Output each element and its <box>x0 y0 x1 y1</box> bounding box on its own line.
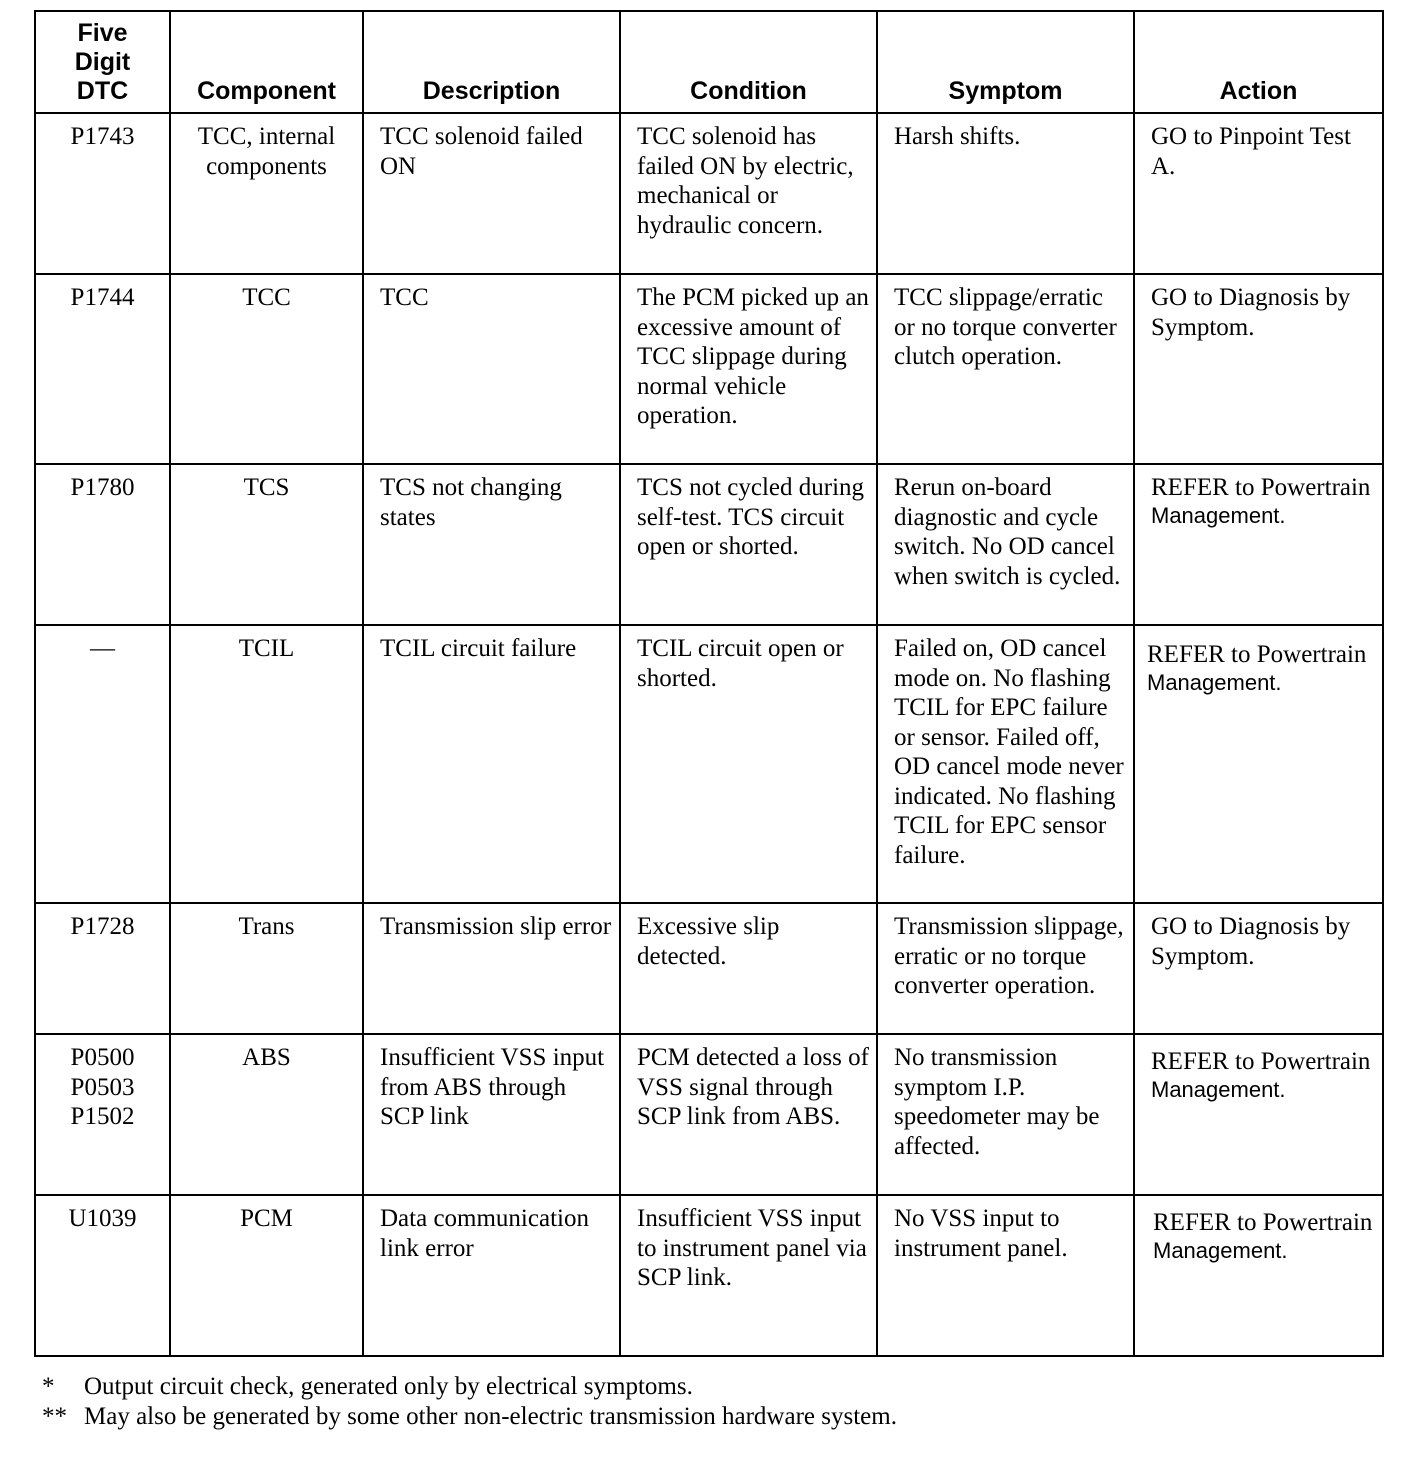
table-row <box>35 113 1383 274</box>
dtc-code: P0500 <box>70 1044 135 1071</box>
cell-action <box>1134 625 1383 903</box>
cell-symptom: TCC slippage/erratic or no torque converter clutch operation. <box>877 274 1134 464</box>
cell-description: Transmission slip error <box>363 903 620 1034</box>
table-row <box>35 1195 1383 1356</box>
footnotes <box>42 1372 897 1432</box>
header-action: Action <box>1134 11 1383 113</box>
header-row <box>35 11 1383 113</box>
cell-component: TCIL <box>170 625 363 903</box>
header-dtc-line-3: DTC <box>76 77 129 105</box>
action-management-text: Management. <box>1147 669 1282 695</box>
dtc-code: P1780 <box>70 474 135 501</box>
cell-component: Trans <box>170 903 363 1034</box>
cell-description: TCIL circuit failure <box>363 625 620 903</box>
header-component: Component <box>170 11 363 113</box>
cell-condition: TCS not cycled during self-test. TCS circuit open or shorted. <box>620 464 877 625</box>
cell-component: ABS <box>170 1034 363 1195</box>
cell-dtc <box>35 113 170 274</box>
cell-symptom: No VSS input to instrument panel. <box>877 1195 1134 1356</box>
footnote-mark: * <box>42 1373 55 1400</box>
cell-description: TCS not changing states <box>363 464 620 625</box>
dtc-table <box>34 10 1384 1357</box>
cell-condition: TCC solenoid has failed ON by electric, mechanical or hydraulic concern. <box>620 113 877 274</box>
action-management-text: Management. <box>1151 1076 1286 1102</box>
footnote-text: Output circuit check, generated only by electrical symptoms. <box>84 1373 693 1400</box>
action-refer-text: REFER to Powertrain <box>1153 1209 1373 1236</box>
cell-component: TCC, internal components <box>170 113 363 274</box>
cell-action <box>1134 464 1383 625</box>
cell-dtc <box>35 1195 170 1356</box>
cell-symptom: Failed on, OD cancel mode on. No flashing TCIL for EPC failure or sensor. Failed off, OD cancel mode never indicated. No flashing TCIL for EPC sensor failure. <box>877 625 1134 903</box>
cell-condition: Insufficient VSS input to instrument panel via SCP link. <box>620 1195 877 1356</box>
dtc-code: P0503 <box>70 1073 135 1101</box>
cell-condition: PCM detected a loss of VSS signal through SCP link from ABS. <box>620 1034 877 1195</box>
cell-action <box>1134 1195 1383 1356</box>
cell-condition: Excessive slip detected. <box>620 903 877 1034</box>
cell-action: GO to Diagnosis by Symptom. <box>1134 903 1383 1034</box>
action-management-text: Management. <box>1151 502 1286 528</box>
cell-component: PCM <box>170 1195 363 1356</box>
header-description: Description <box>363 11 620 113</box>
action-refer-text: REFER to Powertrain <box>1147 641 1367 668</box>
footnote <box>42 1402 897 1432</box>
dtc-code: U1039 <box>68 1205 137 1232</box>
footnote-mark: ** <box>42 1403 67 1430</box>
dtc-code: — <box>90 635 115 662</box>
action-management-text: Management. <box>1153 1237 1288 1263</box>
table-row <box>35 903 1383 1034</box>
cell-component: TCS <box>170 464 363 625</box>
dtc-code: P1744 <box>70 284 135 311</box>
table-row <box>35 1034 1383 1195</box>
cell-action: GO to Diagnosis by Symptom. <box>1134 274 1383 464</box>
cell-symptom: Harsh shifts. <box>877 113 1134 274</box>
header-dtc-line-1: Five <box>77 19 128 47</box>
footnote-text: May also be generated by some other non-electric transmission hardware system. <box>84 1403 897 1430</box>
header-symptom: Symptom <box>877 11 1134 113</box>
cell-description: TCC <box>363 274 620 464</box>
table-row <box>35 625 1383 903</box>
dtc-code: P1502 <box>70 1103 135 1130</box>
cell-description: Insufficient VSS input from ABS through SCP link <box>363 1034 620 1195</box>
cell-description: Data communication link error <box>363 1195 620 1356</box>
cell-condition: TCIL circuit open or shorted. <box>620 625 877 903</box>
cell-dtc <box>35 464 170 625</box>
cell-dtc <box>35 274 170 464</box>
table-row <box>35 274 1383 464</box>
cell-dtc <box>35 903 170 1034</box>
header-dtc-line-2: Digit <box>74 48 131 76</box>
dtc-code: P1743 <box>70 123 135 150</box>
cell-condition: The PCM picked up an excessive amount of TCC slippage during normal vehicle operation. <box>620 274 877 464</box>
cell-description: TCC solenoid failed ON <box>363 113 620 274</box>
header-dtc <box>35 11 170 113</box>
cell-action <box>1134 1034 1383 1195</box>
dtc-code: P1728 <box>70 913 135 940</box>
action-refer-text: REFER to Powertrain <box>1151 474 1371 501</box>
cell-dtc <box>35 1034 170 1195</box>
header-condition: Condition <box>620 11 877 113</box>
action-refer-text: REFER to Powertrain <box>1151 1048 1371 1075</box>
footnote <box>42 1372 897 1402</box>
table-row <box>35 464 1383 625</box>
cell-symptom: Rerun on-board diagnostic and cycle switch. No OD cancel when switch is cycled. <box>877 464 1134 625</box>
cell-component: TCC <box>170 274 363 464</box>
cell-action: GO to Pinpoint Test A. <box>1134 113 1383 274</box>
cell-dtc <box>35 625 170 903</box>
cell-symptom: Transmission slippage, erratic or no torque converter operation. <box>877 903 1134 1034</box>
cell-symptom: No transmission symptom I.P. speedometer may be affected. <box>877 1034 1134 1195</box>
